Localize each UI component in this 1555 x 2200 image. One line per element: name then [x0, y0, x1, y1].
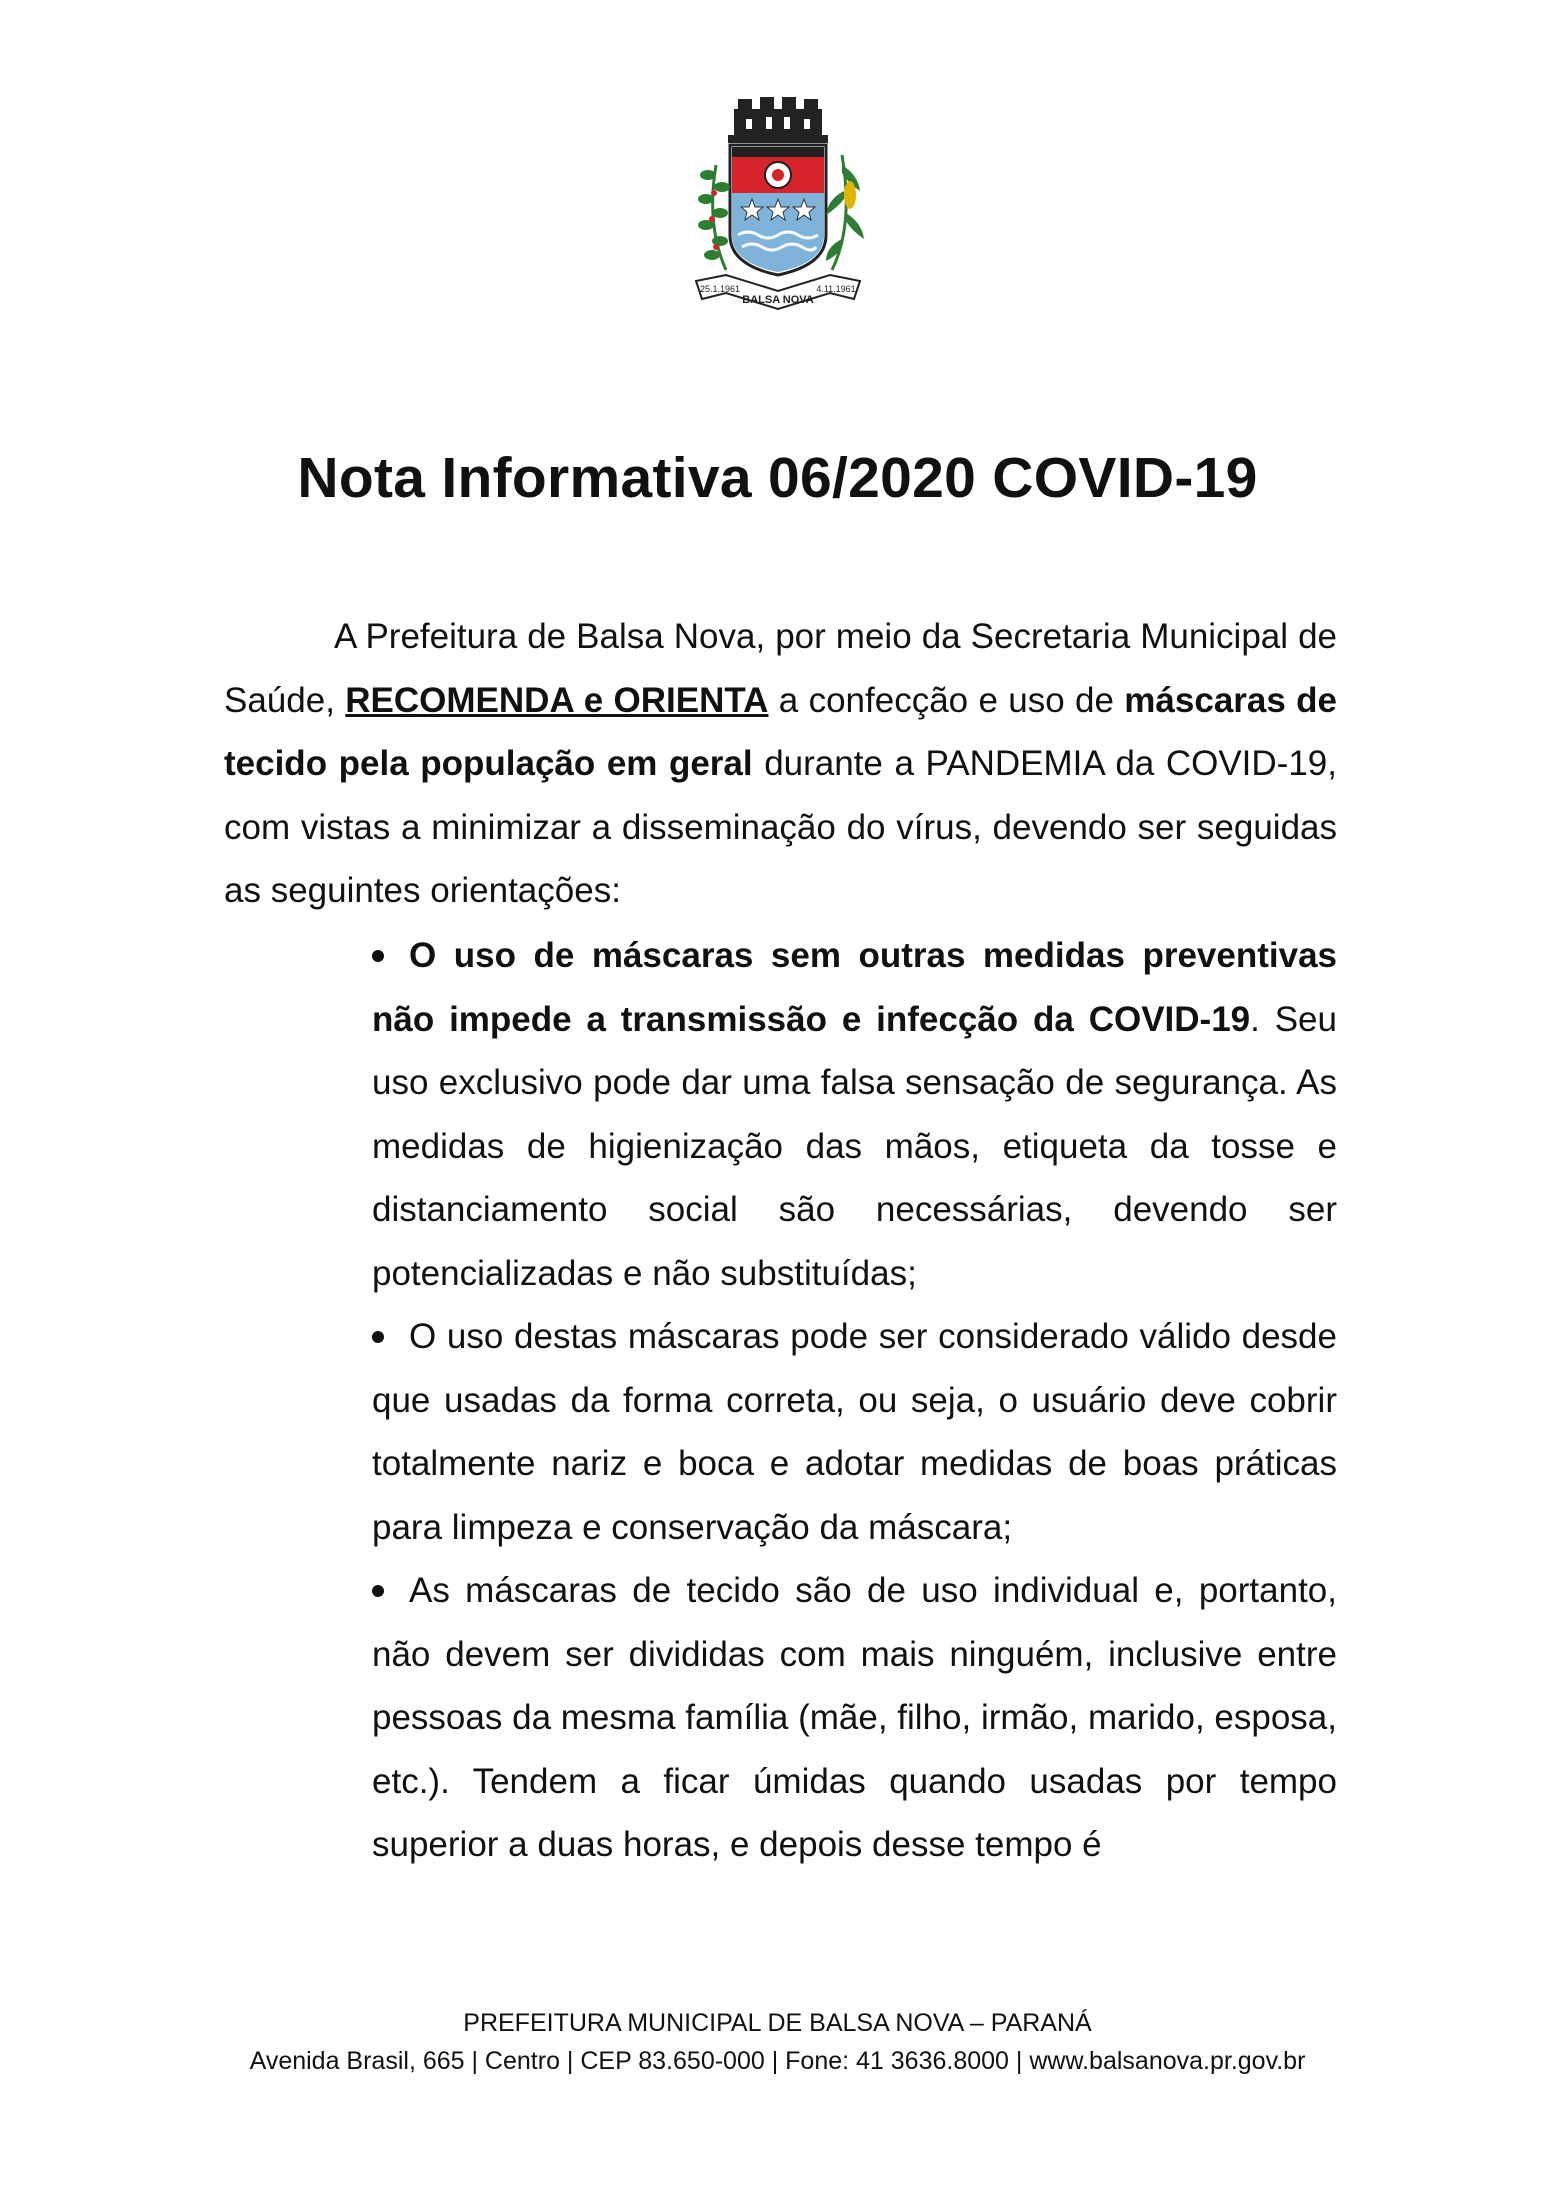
list-item-text: As máscaras de tecido são de uso individual e, portanto, não devem ser divididas com mais ninguém, inclusive entre pessoas da mesma família (mãe, filho, irmão, marido, esposa, etc.). Tendem a ficar úmidas quando usadas por tempo superior a duas horas, e depois desse tempo é: [372, 1571, 1337, 1864]
intro-paragraph: [224, 605, 1337, 923]
list-item: [372, 1305, 1337, 1559]
footer-line-org: PREFEITURA MUNICIPAL DE BALSA NOVA – PARANÁ: [463, 2009, 1092, 2037]
list-item-bold: O uso de máscaras sem outras medidas preventivas não impede a transmissão e infecção da COVID-19: [372, 936, 1337, 1039]
crest-ribbon-right: 4.11.1961: [816, 284, 856, 294]
intro-part-1: A Prefeitura de Balsa Nova, por meio da Secretaria Municipal de Saúde,: [224, 617, 1337, 720]
crest-ribbon-left: 25.1.1961: [699, 284, 741, 294]
intro-part-3: durante a PANDEMIA da COVID-19, com vistas a minimizar a disseminação do vírus, devendo ser seguidas as seguintes orientações:: [224, 744, 1337, 910]
intro-part-2: a confecção e uso de: [768, 680, 1125, 720]
footer-line-contact: Avenida Brasil, 665 | Centro | CEP 83.650-000 | Fone: 41 3636.8000 | www.balsanova.pr.gov.br: [249, 2047, 1306, 2075]
coat-of-arms-icon: [686, 95, 870, 320]
crest-ribbon-center: BALSA NOVA: [742, 294, 814, 306]
intro-emphasis-recommend: RECOMENDA e ORIENTA: [345, 680, 769, 720]
list-item-text: O uso destas máscaras pode ser considerado válido desde que usadas da forma correta, ou seja, o usuário deve cobrir totalmente nariz e boca e adotar medidas de boas práticas para limpeza e conservação da máscara;: [372, 1317, 1337, 1547]
page-footer: [0, 2004, 1555, 2080]
list-item: [372, 924, 1337, 1305]
list-item: [372, 1559, 1337, 1877]
list-item-text: . Seu uso exclusivo pode dar uma falsa sensação de segurança. As medidas de higienização das mãos, etiqueta da tosse e distanciamento social são necessárias, devendo ser potencializadas e não substituídas;: [372, 999, 1337, 1293]
page-title: Nota Informativa 06/2020 COVID-19: [297, 446, 1258, 510]
intro-emphasis-masks: máscaras de tecido pela população em geral: [224, 680, 1338, 783]
guidelines-list: [372, 924, 1337, 1877]
